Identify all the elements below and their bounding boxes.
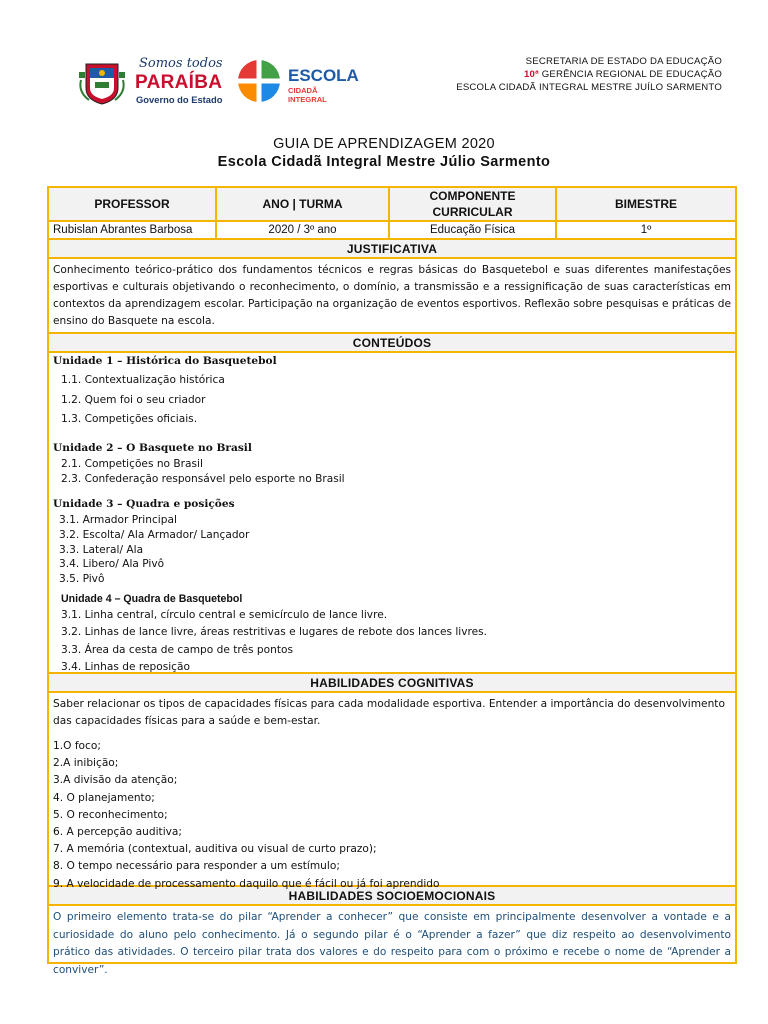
list-item: 3.4. Linhas de reposição [61, 661, 190, 673]
header-bimestre: BIMESTRE [614, 197, 677, 211]
learning-guide-table [47, 186, 737, 976]
institution-lines [456, 55, 722, 94]
header-componente [390, 188, 557, 220]
list-item: 4. O planejamento; [53, 791, 155, 804]
header-ano-turma: ANO | TURMA [217, 188, 390, 220]
sec-line-3: ESCOLA CIDADÃ INTEGRAL MESTRE JUÍLO SARMENTO [456, 82, 722, 93]
sec-line-2 [456, 68, 722, 81]
list-item: 3.4. Libero/ Ala Pivô [59, 558, 165, 570]
logo-paraiba-text: PARAÍBA [135, 72, 223, 93]
logo-escola-text: ESCOLA [288, 66, 359, 85]
list-item: 3.1. Linha central, círculo central e semicírculo de lance livre. [61, 609, 388, 621]
coat-of-arms-icon [77, 58, 127, 106]
habilidades-cognitivas-body [49, 693, 735, 890]
habilidades-cognitivas-list [53, 738, 440, 893]
section-heading-justificativa: JUSTIFICATIVA [49, 240, 735, 259]
unit2-title: Unidade 2 – O Basquete no Brasil [53, 442, 252, 454]
list-item: 3.3. Lateral/ Ala [59, 544, 144, 556]
list-item: 6. A percepção auditiva; [53, 826, 182, 839]
logo-cidada-text: CIDADÃ INTEGRAL [288, 86, 327, 104]
section-heading-habilidades-cognitivas: HABILIDADES COGNITIVAS [49, 674, 735, 693]
page-subtitle: Escola Cidadã Integral Mestre Júlio Sarmento [217, 154, 551, 170]
list-item: 3.3. Área da cesta de campo de três pontos [61, 644, 293, 656]
escola-circle-icon [236, 58, 282, 104]
list-item: 3.1. Armador Principal [59, 514, 177, 526]
gre-text: GERÊNCIA REGIONAL DE EDUCAÇÃO [538, 69, 722, 80]
list-item: 2.1. Competições no Brasil [61, 458, 203, 470]
unit3-title: Unidade 3 – Quadra e posições [53, 498, 235, 510]
value-bimestre: 1º [640, 224, 652, 236]
page-header [0, 0, 768, 120]
header-componente-label: COMPONENTE CURRICULAR [429, 189, 516, 219]
list-item: 1.O foco; [53, 740, 101, 752]
justificativa-body [49, 259, 735, 334]
unit4-title: Unidade 4 – Quadra de Basquetebol [61, 593, 243, 605]
gre-number: 10ª [524, 69, 539, 80]
habilidades-cognitivas-intro: Saber relacionar os tipos de capacidades físicas para cada modalidade esportiva. Entender a importância do desenvolvimento das capacidades físicas para a saúde e bem-estar. [53, 698, 725, 727]
list-item: 1.1. Contextualização histórica [61, 374, 225, 386]
list-item: 8. O tempo necessário para responder a um estímulo; [53, 860, 340, 873]
habilidades-socioemocionais-text: O primeiro elemento trata-se do pilar “Aprender a conhecer” que consiste em principalmente desenvolver a vontade e a curiosidade do aluno pelo conhecimento. Já o segundo pilar é o “Aprender a fazer” que diz respeito ao desenvolvimento prático das atividades. O terceiro pilar trata dos valores e do respeito para com o próximo e recebe o nome de “Aprender a conviver”. [53, 911, 731, 976]
value-professor: Rubislan Abrantes Barbosa [49, 222, 217, 238]
header-professor: PROFESSOR [49, 188, 217, 220]
list-item: 1.2. Quem foi o seu criador [61, 394, 206, 406]
habilidades-socioemocionais-body [49, 906, 735, 976]
list-item: 1.3. Competições oficiais. [61, 413, 198, 425]
unit1-title: Unidade 1 – Histórica do Basquetebol [53, 355, 277, 367]
list-item: 5. O reconhecimento; [53, 808, 168, 821]
page-title: GUIA DE APRENDIZAGEM 2020 [273, 136, 495, 152]
list-item: 3.5. Pivô [59, 573, 105, 585]
logo-somos-text: Somos todos [139, 56, 223, 71]
list-item: 3.2. Linhas de lance livre, áreas restritivas e lugares de rebote dos lances livres. [61, 626, 488, 638]
list-item: 7. A memória (contextual, auditiva ou visual de curto prazo); [53, 843, 377, 856]
value-componente: Educação Física [390, 222, 557, 238]
sec-line-1: SECRETARIA DE ESTADO DA EDUCAÇÃO [525, 56, 722, 67]
list-item: 9. A velocidade de processamento daquilo que é fácil ou já foi aprendido [53, 877, 440, 890]
list-item: 3.2. Escolta/ Ala Armador/ Lançador [59, 529, 250, 541]
conteudos-body [49, 353, 735, 674]
somos-todos-paraiba-logo [133, 56, 223, 108]
section-heading-conteudos: CONTEÚDOS [49, 334, 735, 353]
value-ano-turma: 2020 / 3º ano [217, 222, 390, 238]
list-item: 3.A divisão da atenção; [53, 774, 178, 787]
logo-governo-text: Governo do Estado [136, 94, 223, 105]
list-item: 2.3. Confederação responsável pelo esporte no Brasil [61, 473, 345, 485]
list-item: 2.A inibição; [53, 757, 119, 770]
info-header-row [49, 188, 735, 222]
info-value-row [49, 222, 735, 240]
escola-cidada-logo [236, 56, 359, 104]
justificativa-text: Conhecimento teórico-prático dos fundamentos técnicos e regras básicas do Basquetebol e suas diferentes manifestações esportivas e culturais objetivando o reconhecimento, o domínio, a transmissão e a ressignificação de suas características em contextos da aprendizagem escolar. Participação na organização de eventos esportivos. Reflexão sobre pesquisas e práticas de ensino do Basquete na escola. [53, 264, 731, 327]
section-heading-habilidades-socioemocionais: HABILIDADES SOCIOEMOCIONAIS [49, 887, 735, 906]
